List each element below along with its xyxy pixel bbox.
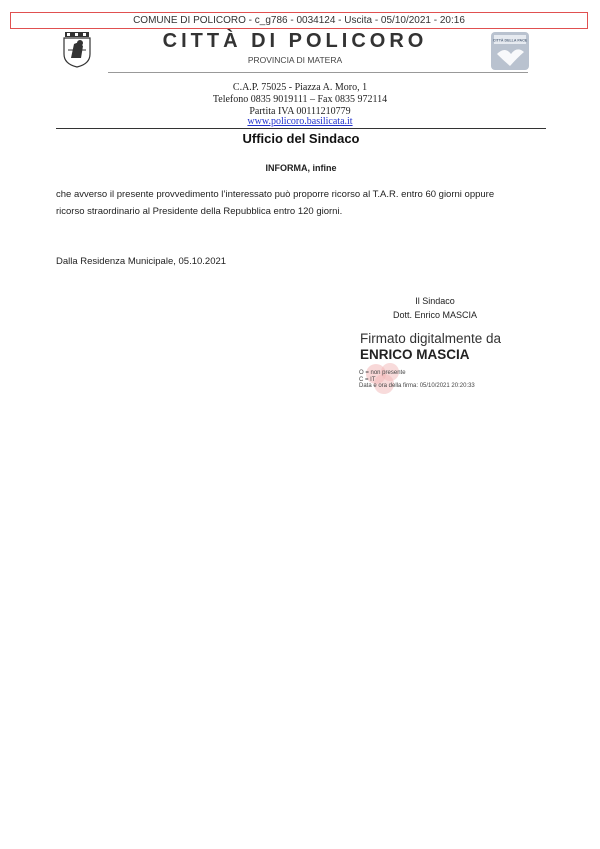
signer-role: Il Sindaco (415, 296, 455, 306)
digital-signature-heading: Firmato digitalmente da (360, 331, 502, 346)
digital-signature-name: ENRICO MASCIA (360, 347, 470, 362)
body-line-1: che avverso il presente provvedimento l’interessato può proporre ricorso al T.A.R. entro 60 giorni oppure (56, 189, 495, 200)
address-line: C.A.P. 75025 - Piazza A. Moro, 1 (232, 82, 368, 93)
signer-name: Dott. Enrico MASCIA (392, 310, 478, 320)
city-crest-icon (62, 30, 92, 68)
cert-country: C = IT (359, 377, 376, 383)
body-line-2: ricorso straordinario al Presidente della Repubblica entro 120 giorni. (56, 206, 343, 217)
body-paragraph (56, 186, 556, 220)
vat-line: Partita IVA 00111210779 (249, 106, 351, 117)
header-divider (56, 128, 546, 129)
office-title: Ufficio del Sindaco (242, 131, 360, 146)
website-link[interactable]: www.policoro.basilicata.it (247, 116, 353, 127)
cert-organization: O = non presente (359, 370, 406, 376)
peace-city-logo-icon (491, 32, 529, 70)
protocol-stamp: COMUNE DI POLICORO - c_g786 - 0034124 - Uscita - 05/10/2021 - 20:16 (10, 12, 588, 29)
phone-line: Telefono 0835 9019111 – Fax 0835 972114 (212, 94, 388, 105)
cert-signature-date: Data e ora della firma: 05/10/2021 20:20:33 (359, 383, 475, 389)
informa-heading: INFORMA, infine (265, 163, 337, 173)
peace-city-logo-text: CITTÀ DELLA PACE (492, 38, 528, 43)
city-title: CITTÀ DI POLICORO (162, 30, 428, 52)
place-date: Dalla Residenza Municipale, 05.10.2021 (56, 256, 227, 267)
province-label: PROVINCIA DI MATERA (247, 55, 343, 65)
header-divider-thin (108, 72, 528, 73)
